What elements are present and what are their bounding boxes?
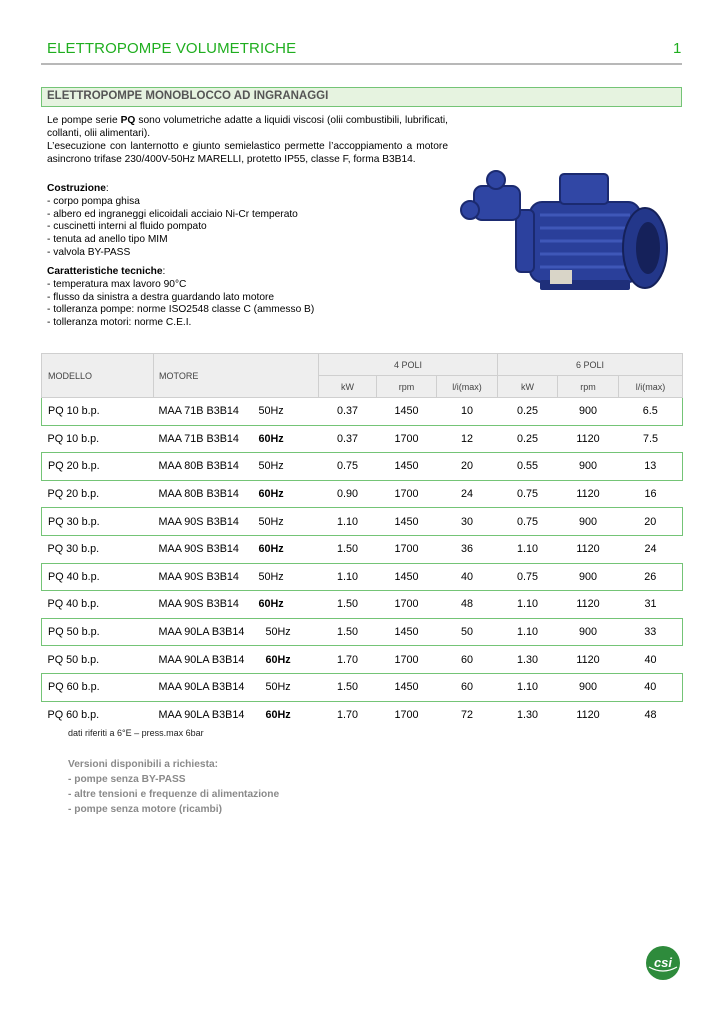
motor-name: MAA 90S B3B14 — [158, 543, 239, 556]
motor-frequency: 50Hz — [258, 515, 284, 528]
cell-kw-4-poli: 0.75 — [319, 453, 377, 481]
cell-model: PQ 20 b.p. — [42, 453, 154, 481]
cell-model: PQ 60 b.p. — [42, 673, 154, 701]
table-row — [42, 618, 683, 646]
motor-frequency: 60Hz — [258, 543, 284, 556]
motor-name: MAA 90LA B3B14 — [158, 708, 245, 721]
cell-motor — [154, 673, 319, 701]
table-note: dati riferiti a 6°E – press.max 6bar — [68, 728, 204, 738]
cell-lmax-6-poli: 31 — [644, 598, 657, 611]
cell-kw-4-poli: 1.50 — [319, 673, 377, 701]
motor-name: MAA 90LA B3B14 — [158, 681, 245, 694]
cell-motor — [154, 563, 319, 591]
cell-lmax-4-poli: 20 — [437, 453, 498, 481]
motor-frequency: 50Hz — [258, 570, 284, 583]
table-row — [42, 425, 683, 453]
table-row — [42, 591, 683, 619]
cell-motor — [154, 480, 319, 508]
column-header-model: MODELLO — [42, 354, 154, 398]
subheader-kw: kW — [319, 376, 377, 398]
versions-block — [68, 757, 279, 817]
construction-item: - cuscinetti interni al fluido pompato — [47, 221, 207, 233]
table-row — [42, 453, 683, 481]
cell-kw-6-poli: 1.30 — [516, 653, 538, 666]
cell-lmax-6-poli: 20 — [619, 508, 683, 536]
group-header-4-poli: 4 POLI — [319, 354, 498, 376]
cell-kw-4-poli: 0.37 — [319, 398, 377, 426]
cell-kw-4-poli: 1.50 — [319, 618, 377, 646]
cell-kw-6-poli: 1.10 — [498, 618, 558, 646]
cell-lmax-6-poli: 33 — [619, 618, 683, 646]
versions-heading: Versioni disponibili a richiesta: — [68, 759, 219, 770]
motor-name: MAA 80B B3B14 — [158, 460, 239, 473]
cell-motor — [154, 591, 319, 619]
cell-rpm-6-poli: 900 — [558, 453, 619, 481]
subheader-lmax: l/i(max) — [437, 376, 498, 398]
cell-kw-6-poli: 0.25 — [498, 398, 558, 426]
subheader-rpm: rpm — [377, 376, 437, 398]
table-row — [42, 673, 683, 701]
versions-item: - pompe senza BY-PASS — [68, 774, 186, 785]
table-row — [42, 480, 683, 508]
intro-text — [47, 114, 448, 166]
technical-heading: Caratteristiche tecniche: — [47, 266, 166, 277]
cell-motor — [154, 646, 319, 674]
cell-lmax-6-poli: 48 — [644, 708, 657, 721]
csi-logo — [645, 945, 681, 981]
construction-list — [47, 183, 377, 260]
cell-rpm-4-poli: 1700 — [394, 543, 419, 556]
cell-lmax-6-poli: 26 — [619, 563, 683, 591]
cell-motor — [154, 535, 319, 563]
svg-text:csi: csi — [653, 955, 673, 970]
cell-kw-6-poli: 0.55 — [498, 453, 558, 481]
versions-item: - pompe senza motore (ricambi) — [68, 804, 222, 815]
table-row — [42, 508, 683, 536]
cell-rpm-6-poli: 1120 — [576, 543, 600, 556]
cell-lmax-4-poli: 60 — [460, 653, 473, 666]
cell-kw-6-poli: 1.10 — [498, 673, 558, 701]
cell-motor — [154, 398, 319, 426]
section-title: ELETTROPOMPE MONOBLOCCO AD INGRANAGGI — [47, 90, 329, 102]
cell-rpm-4-poli: 1450 — [377, 563, 437, 591]
cell-lmax-6-poli: 13 — [619, 453, 683, 481]
cell-model: PQ 20 b.p. — [47, 488, 100, 501]
intro-suffix: sono volumetriche adatte a liquidi viscosi (olii combustibili, lubrificati, collanti, olii alimentari). — [47, 115, 448, 139]
construction-heading: Costruzione: — [47, 183, 109, 194]
page-title: ELETTROPOMPE VOLUMETRICHE — [47, 40, 297, 57]
page-number: 1 — [673, 40, 682, 57]
cell-kw-6-poli: 1.10 — [516, 598, 538, 611]
cell-kw-6-poli: 0.75 — [498, 508, 558, 536]
cell-model: PQ 50 b.p. — [47, 653, 100, 666]
cell-rpm-4-poli: 1450 — [377, 673, 437, 701]
cell-lmax-4-poli: 24 — [460, 488, 473, 501]
motor-frequency: 50Hz — [265, 626, 291, 639]
cell-model: PQ 10 b.p. — [42, 398, 154, 426]
motor-name: MAA 71B B3B14 — [158, 432, 239, 445]
cell-model: PQ 30 b.p. — [47, 543, 100, 556]
cell-lmax-4-poli: 40 — [437, 563, 498, 591]
technical-item: - tolleranza pompe: norme ISO2548 classe C (ammesso B) — [47, 304, 315, 316]
cell-kw-6-poli: 1.30 — [516, 708, 538, 721]
table-row — [42, 398, 683, 426]
subheader-kw: kW — [498, 376, 558, 398]
cell-motor — [154, 453, 319, 481]
motor-frequency: 60Hz — [258, 488, 284, 501]
cell-rpm-6-poli: 900 — [558, 563, 619, 591]
construction-heading-label: Costruzione — [47, 183, 106, 194]
motor-name: MAA 80B B3B14 — [158, 488, 239, 501]
cell-rpm-6-poli: 1120 — [576, 653, 600, 666]
cell-rpm-4-poli: 1700 — [394, 708, 419, 721]
cell-rpm-4-poli: 1450 — [377, 618, 437, 646]
cell-kw-6-poli: 1.10 — [516, 543, 538, 556]
construction-item: - tenuta ad anello tipo MIM — [47, 234, 168, 246]
table-row — [42, 535, 683, 563]
cell-lmax-6-poli: 40 — [619, 673, 683, 701]
subheader-lmax: l/i(max) — [619, 376, 683, 398]
cell-rpm-6-poli: 900 — [558, 618, 619, 646]
versions-item: - altre tensioni e frequenze di alimentazione — [68, 789, 280, 800]
motor-name: MAA 90S B3B14 — [158, 515, 239, 528]
motor-frequency: 60Hz — [258, 432, 284, 445]
cell-model: PQ 30 b.p. — [42, 508, 154, 536]
subheader-rpm: rpm — [558, 376, 619, 398]
cell-lmax-6-poli: 40 — [644, 653, 657, 666]
construction-item: - albero ed ingraneggi elicoidali acciaio Ni-Cr temperato — [47, 208, 298, 220]
cell-rpm-6-poli: 900 — [558, 673, 619, 701]
cell-kw-4-poli: 0.90 — [336, 488, 358, 501]
technical-item: - tolleranza motori: norme C.E.I. — [47, 317, 192, 329]
motor-frequency: 60Hz — [265, 708, 291, 721]
technical-item: - flusso da sinistra a destra guardando lato motore — [47, 291, 275, 303]
table-row — [42, 563, 683, 591]
cell-motor — [154, 425, 319, 453]
cell-lmax-4-poli: 60 — [437, 673, 498, 701]
motor-name: MAA 90LA B3B14 — [158, 626, 245, 639]
header-divider — [41, 63, 682, 65]
cell-rpm-4-poli: 1700 — [394, 432, 419, 445]
technical-list — [47, 266, 377, 330]
cell-lmax-6-poli: 24 — [644, 543, 657, 556]
cell-rpm-6-poli: 1120 — [576, 708, 600, 721]
cell-kw-4-poli: 1.10 — [319, 563, 377, 591]
cell-rpm-4-poli: 1700 — [394, 653, 419, 666]
cell-lmax-6-poli: 7.5 — [642, 432, 658, 445]
motor-frequency: 50Hz — [258, 460, 284, 473]
cell-rpm-6-poli: 900 — [558, 398, 619, 426]
technical-item: - temperatura max lavoro 90°C — [47, 278, 187, 290]
cell-kw-4-poli: 1.50 — [336, 543, 358, 556]
cell-kw-6-poli: 0.75 — [516, 488, 538, 501]
cell-model: PQ 60 b.p. — [47, 708, 100, 721]
motor-frequency: 50Hz — [258, 405, 284, 418]
cell-kw-4-poli: 1.50 — [336, 598, 358, 611]
motor-name: MAA 71B B3B14 — [158, 405, 239, 418]
table-body — [42, 398, 683, 729]
cell-motor — [154, 701, 319, 728]
cell-rpm-4-poli: 1450 — [377, 508, 437, 536]
cell-rpm-6-poli: 1120 — [576, 432, 600, 445]
cell-lmax-6-poli: 6.5 — [619, 398, 683, 426]
cell-lmax-6-poli: 16 — [644, 488, 657, 501]
cell-lmax-4-poli: 48 — [460, 598, 473, 611]
gear-pump-motor-icon — [461, 171, 667, 290]
cell-lmax-4-poli: 36 — [460, 543, 473, 556]
cell-rpm-6-poli: 900 — [558, 508, 619, 536]
cell-kw-4-poli: 1.70 — [336, 653, 358, 666]
cell-lmax-4-poli: 30 — [437, 508, 498, 536]
section-band — [41, 87, 682, 107]
cell-motor — [154, 618, 319, 646]
cell-model: PQ 40 b.p. — [42, 563, 154, 591]
construction-item: - valvola BY-PASS — [47, 246, 131, 258]
table-row — [42, 646, 683, 674]
intro-paragraph-2: L’esecuzione con lanternotto e giunto semielastico permette l’accoppiamento a motore asincrono trifase 230/400V-50Hz MARELLI, protetto IP55, classe F, forma B3B14. — [47, 141, 448, 165]
cell-model: PQ 10 b.p. — [47, 432, 100, 445]
cell-rpm-4-poli: 1700 — [394, 488, 419, 501]
cell-model: PQ 40 b.p. — [47, 598, 100, 611]
series-name: PQ — [120, 115, 136, 126]
intro-prefix: Le pompe serie — [47, 115, 121, 126]
cell-kw-4-poli: 0.37 — [336, 432, 358, 445]
motor-frequency: 50Hz — [265, 681, 291, 694]
cell-lmax-4-poli: 12 — [460, 432, 473, 445]
cell-model: PQ 50 b.p. — [42, 618, 154, 646]
cell-lmax-4-poli: 50 — [437, 618, 498, 646]
motor-name: MAA 90LA B3B14 — [158, 653, 245, 666]
motor-frequency: 60Hz — [258, 598, 284, 611]
cell-rpm-6-poli: 1120 — [576, 598, 600, 611]
cell-rpm-4-poli: 1450 — [377, 453, 437, 481]
cell-kw-4-poli: 1.10 — [319, 508, 377, 536]
cell-kw-6-poli: 0.25 — [516, 432, 538, 445]
cell-motor — [154, 508, 319, 536]
cell-kw-4-poli: 1.70 — [336, 708, 358, 721]
group-header-6-poli: 6 POLI — [498, 354, 683, 376]
cell-rpm-4-poli: 1450 — [377, 398, 437, 426]
column-header-motor: MOTORE — [154, 354, 319, 398]
cell-lmax-4-poli: 72 — [460, 708, 473, 721]
cell-rpm-6-poli: 1120 — [576, 488, 600, 501]
cell-rpm-4-poli: 1700 — [394, 598, 419, 611]
motor-frequency: 60Hz — [265, 653, 291, 666]
cell-kw-6-poli: 0.75 — [498, 563, 558, 591]
pump-photo — [460, 160, 680, 320]
cell-lmax-4-poli: 10 — [437, 398, 498, 426]
table-header-row — [42, 354, 683, 376]
technical-heading-label: Caratteristiche tecniche — [47, 266, 163, 277]
intro-paragraph-1 — [47, 114, 448, 140]
motor-name: MAA 90S B3B14 — [158, 598, 239, 611]
construction-item: - corpo pompa ghisa — [47, 195, 140, 207]
table-row — [42, 701, 683, 728]
spec-table — [41, 353, 683, 728]
motor-name: MAA 90S B3B14 — [158, 570, 239, 583]
